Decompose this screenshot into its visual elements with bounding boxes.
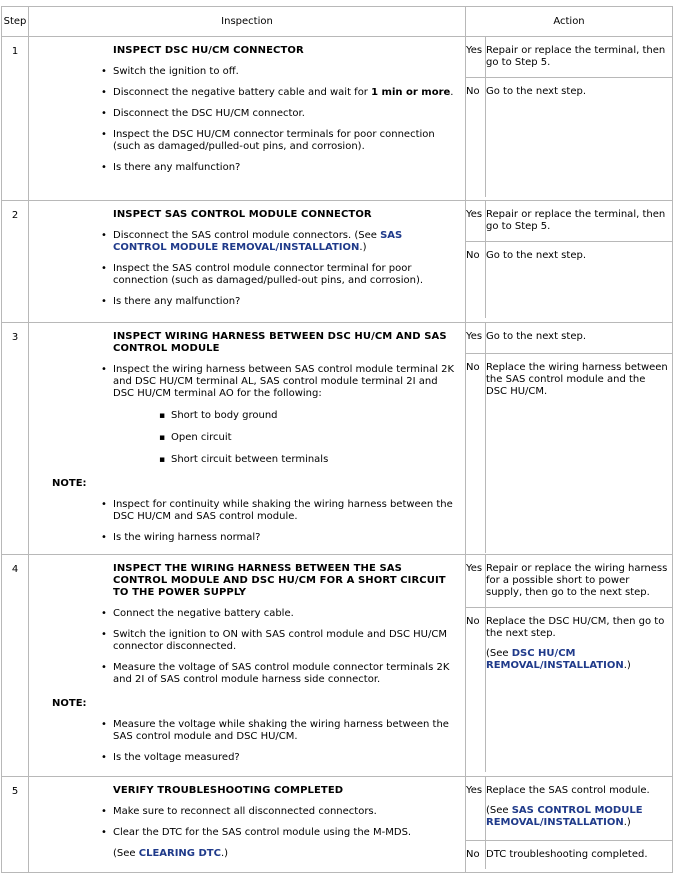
yes-text-line: Replace the SAS control module. bbox=[486, 785, 650, 796]
inspection-list bbox=[55, 499, 457, 544]
no-text-line: Go to the next step. bbox=[486, 86, 586, 97]
item-text: .) bbox=[623, 660, 631, 671]
list-item bbox=[113, 87, 457, 99]
yes-label: Yes bbox=[466, 209, 483, 220]
clearing-dtc-link[interactable]: CLEARING DTC bbox=[138, 848, 221, 859]
note-label: NOTE: bbox=[52, 478, 87, 489]
step-row-1 bbox=[2, 37, 673, 201]
sub-list-item: ▪ Open circuit bbox=[171, 432, 457, 444]
list-item: • Inspect the wiring harness between SAS control module terminal 2K and DSC HU/CM terminal AL, SAS control module terminal 2I and DSC HU/CM terminal AO for the following: bbox=[113, 364, 457, 400]
step-title: VERIFY TROUBLESHOOTING COMPLETED bbox=[113, 785, 344, 796]
action-no bbox=[466, 841, 672, 869]
yes-label: Yes bbox=[466, 563, 483, 574]
step-title: INSPECT THE WIRING HARNESS BETWEEN THE SAS CONTROL MODULE AND DSC HU/CM FOR A SHORT CIRCUIT TO THE POWER SUPPLY bbox=[113, 563, 446, 598]
no-text-line: Replace the DSC HU/CM, then go to the next step. bbox=[486, 616, 665, 639]
inspection-cell bbox=[29, 777, 466, 873]
action-no bbox=[466, 354, 672, 553]
yes-text bbox=[485, 37, 672, 77]
list-item: • Inspect the SAS control module connector terminal for poor connection (such as damaged/pulled-out pins, and corrosion). bbox=[113, 263, 457, 287]
no-text-line: Go to the next step. bbox=[486, 250, 586, 261]
no-label: No bbox=[466, 86, 480, 97]
action-cell bbox=[466, 201, 673, 323]
no-text bbox=[485, 354, 672, 553]
yes-text bbox=[485, 323, 672, 353]
item-text: (See bbox=[486, 648, 512, 659]
inspection-list bbox=[55, 230, 457, 308]
inspection-list bbox=[55, 66, 457, 174]
step-title: INSPECT WIRING HARNESS BETWEEN DSC HU/CM AND SAS CONTROL MODULE bbox=[113, 331, 447, 354]
yes-text bbox=[485, 777, 672, 840]
sas-module-removal-link[interactable]: SAS CONTROL MODULE REMOVAL/INSTALLATION bbox=[486, 805, 643, 828]
sub-list-item: ▪ Short circuit between terminals bbox=[171, 454, 457, 466]
sub-list-item: ▪ Short to body ground bbox=[171, 410, 457, 422]
action-yes bbox=[466, 201, 672, 242]
header-action: Action bbox=[466, 7, 673, 37]
step-title: INSPECT SAS CONTROL MODULE CONNECTOR bbox=[113, 209, 372, 220]
see-reference bbox=[486, 648, 668, 672]
item-text: .) bbox=[623, 817, 631, 828]
inspection-list bbox=[55, 608, 457, 686]
action-no bbox=[466, 242, 672, 318]
step-number: 5 bbox=[2, 777, 29, 873]
item-text: (See bbox=[113, 848, 139, 859]
list-item: • Disconnect the DSC HU/CM connector. bbox=[113, 108, 457, 120]
list-item: • Make sure to reconnect all disconnected connectors. bbox=[113, 806, 457, 818]
yes-text-line: Repair or replace the wiring harness for a possible short to power supply, then go to the next step. bbox=[486, 563, 668, 598]
no-label: No bbox=[466, 616, 480, 627]
action-yes bbox=[466, 777, 672, 841]
no-label: No bbox=[466, 362, 480, 373]
step-number: 3 bbox=[2, 323, 29, 555]
yes-text bbox=[485, 555, 672, 607]
action-cell bbox=[466, 37, 673, 201]
step-number: 4 bbox=[2, 555, 29, 777]
yes-text-line: Repair or replace the terminal, then go to Step 5. bbox=[486, 45, 666, 68]
action-yes bbox=[466, 555, 672, 608]
yes-text-line: Repair or replace the terminal, then go to Step 5. bbox=[486, 209, 666, 232]
header-step: Step bbox=[2, 7, 29, 37]
inspection-list bbox=[55, 719, 457, 764]
header-row bbox=[2, 7, 673, 37]
sas-module-removal-link[interactable]: SAS CONTROL MODULE REMOVAL/INSTALLATION bbox=[113, 230, 403, 253]
item-emphasis: 1 min or more bbox=[371, 87, 451, 98]
header-inspection: Inspection bbox=[29, 7, 466, 37]
list-item: • Switch the ignition to ON with SAS control module and DSC HU/CM connector disconnected. bbox=[113, 629, 457, 653]
no-label: No bbox=[466, 250, 480, 261]
list-item: • Inspect the DSC HU/CM connector terminals for poor connection (such as damaged/pulled-out pins, and corrosion). bbox=[113, 129, 457, 153]
no-text bbox=[485, 242, 672, 318]
list-item: • Is there any malfunction? bbox=[113, 162, 457, 174]
item-text: .) bbox=[220, 848, 229, 859]
step-title: INSPECT DSC HU/CM CONNECTOR bbox=[113, 45, 304, 56]
action-no bbox=[466, 608, 672, 772]
troubleshooting-table bbox=[1, 6, 673, 873]
no-text-line: Replace the wiring harness between the SAS control module and the DSC HU/CM. bbox=[486, 362, 668, 397]
step-row-3 bbox=[2, 323, 673, 555]
list-item: • Is there any malfunction? bbox=[113, 296, 457, 308]
no-label: No bbox=[466, 849, 480, 860]
item-text: Disconnect the SAS control module connectors. (See bbox=[113, 230, 381, 241]
no-text bbox=[485, 608, 672, 772]
inspection-cell bbox=[29, 555, 466, 777]
sub-list bbox=[55, 410, 457, 466]
action-cell bbox=[466, 777, 673, 873]
inspection-list bbox=[55, 364, 457, 400]
list-item bbox=[113, 230, 457, 254]
list-item: • Inspect for continuity while shaking the wiring harness between the DSC HU/CM and SAS control module. bbox=[113, 499, 457, 523]
no-text-line: DTC troubleshooting completed. bbox=[486, 849, 648, 860]
item-text: . bbox=[450, 87, 454, 98]
inspection-cell bbox=[29, 323, 466, 555]
action-yes bbox=[466, 37, 672, 78]
list-item: • Measure the voltage of SAS control module connector terminals 2K and 2I of SAS control module harness side connector. bbox=[113, 662, 457, 686]
inspection-cell bbox=[29, 201, 466, 323]
list-item: • Is the voltage measured? bbox=[113, 752, 457, 764]
see-reference bbox=[113, 848, 457, 860]
no-text bbox=[485, 841, 672, 869]
yes-text bbox=[485, 201, 672, 241]
list-item: • Clear the DTC for the SAS control module using the M-MDS. bbox=[113, 827, 457, 839]
note-label: NOTE: bbox=[52, 698, 87, 709]
yes-label: Yes bbox=[466, 785, 483, 796]
list-item: • Is the wiring harness normal? bbox=[113, 532, 457, 544]
list-item: • Measure the voltage while shaking the wiring harness between the SAS control module and DSC HU/CM. bbox=[113, 719, 457, 743]
step-number: 1 bbox=[2, 37, 29, 201]
step-row-4 bbox=[2, 555, 673, 777]
list-item: • Connect the negative battery cable. bbox=[113, 608, 457, 620]
step-number: 2 bbox=[2, 201, 29, 323]
item-text: .) bbox=[359, 242, 367, 253]
inspection-list bbox=[55, 806, 457, 839]
see-reference bbox=[486, 805, 668, 829]
action-cell bbox=[466, 323, 673, 555]
yes-text-line: Go to the next step. bbox=[486, 331, 586, 342]
yes-label: Yes bbox=[466, 45, 483, 56]
yes-label: Yes bbox=[466, 331, 483, 342]
inspection-cell bbox=[29, 37, 466, 201]
dsc-removal-link[interactable]: DSC HU/CM REMOVAL/INSTALLATION bbox=[486, 648, 624, 671]
step-row-2 bbox=[2, 201, 673, 323]
item-text: (See bbox=[486, 805, 512, 816]
list-item: • Switch the ignition to off. bbox=[113, 66, 457, 78]
action-yes bbox=[466, 323, 672, 354]
action-no bbox=[466, 78, 672, 197]
no-text bbox=[485, 78, 672, 197]
item-text: Disconnect the negative battery cable and wait for bbox=[113, 87, 372, 98]
action-cell bbox=[466, 555, 673, 777]
step-row-5 bbox=[2, 777, 673, 873]
